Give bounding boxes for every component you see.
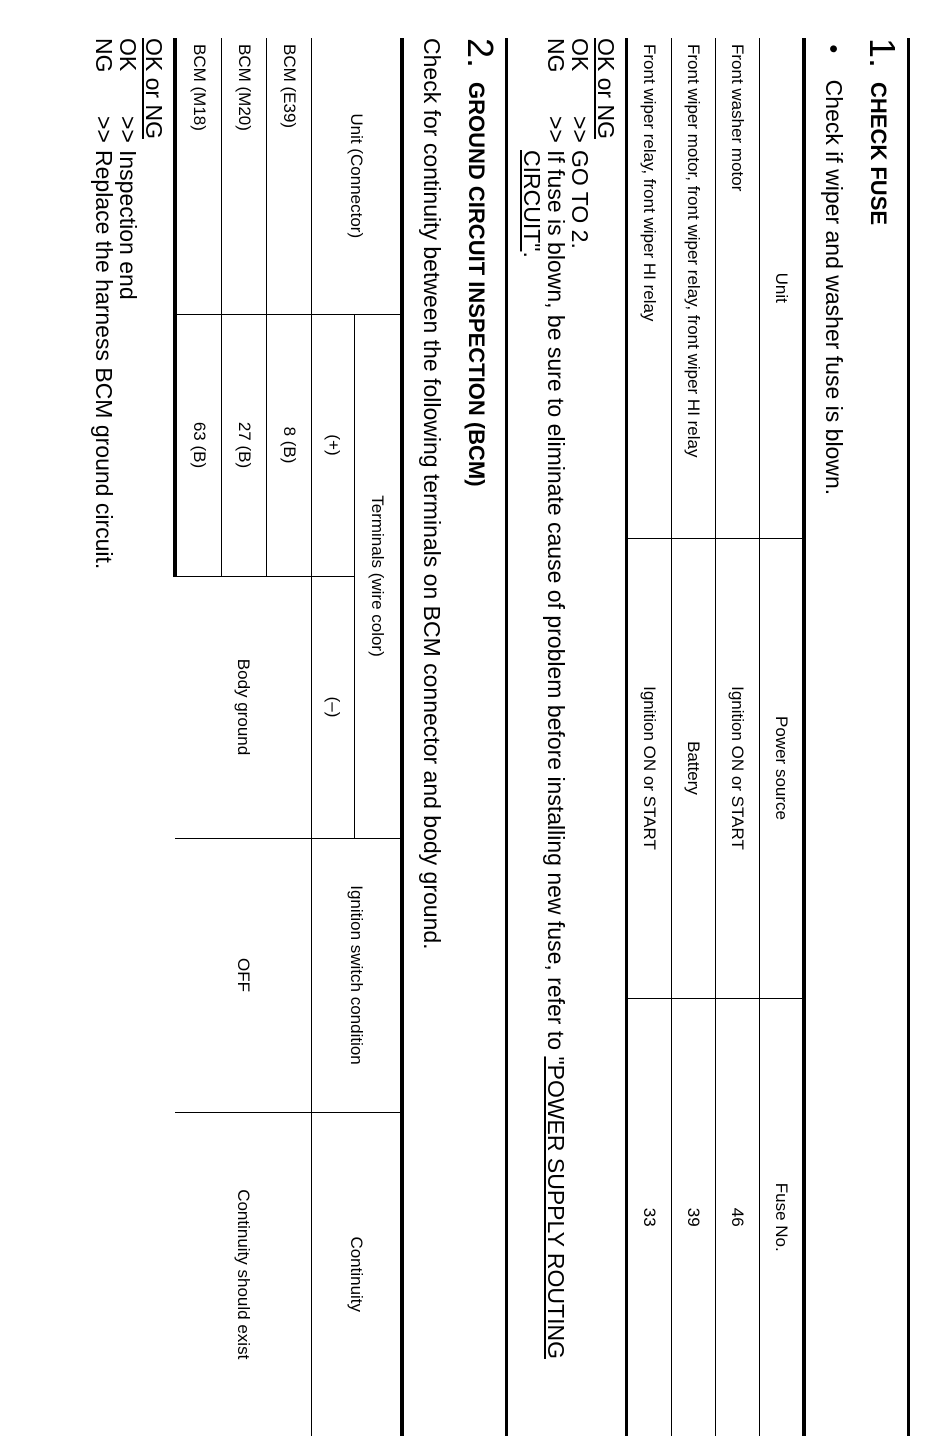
power-supply-routing-link[interactable]: "POWER SUPPLY ROUTING CIRCUIT" <box>519 150 569 1359</box>
fuse-row-number: 46 <box>716 998 760 1436</box>
ground-table-header-continuity: Continuity <box>312 1112 403 1436</box>
fuse-table-header-power: Power source <box>760 538 805 998</box>
table-row <box>627 38 672 1436</box>
fuse-row-power: Battery <box>672 538 716 998</box>
step1-bullet-item <box>820 38 847 1436</box>
result-text: Replace the harness BCM ground circuit. <box>91 150 117 570</box>
step2-number: 2. <box>460 38 501 69</box>
fuse-row-number: 33 <box>627 998 672 1436</box>
step1-result-heading: OK or NG <box>593 38 619 139</box>
step2-result-heading: OK or NG <box>141 38 167 139</box>
step2-title: GROUND CIRCUIT INSPECTION (BCM) <box>464 82 489 487</box>
ground-row-plus: 63 (B) <box>175 314 222 576</box>
ground-row-unit: BCM (M18) <box>175 38 222 314</box>
step1-title: CHECK FUSE <box>866 82 891 226</box>
result-code: NG <box>91 38 117 73</box>
ground-ignition-cell: OFF <box>175 838 312 1112</box>
ground-row-plus: 8 (B) <box>267 314 312 576</box>
result-code: NG <box>543 38 569 73</box>
step1-header <box>862 38 910 1436</box>
ground-table-header-terminals: Terminals (wire color) <box>355 314 403 838</box>
result-text-before: If fuse is blown, be sure to eliminate cause of problem before installing new fuse, refer to <box>543 150 569 1057</box>
result-arrow: >> <box>543 116 569 143</box>
step1-number: 1. <box>862 38 903 69</box>
fuse-row-unit: Front washer motor <box>716 38 760 538</box>
ground-row-unit: BCM (E39) <box>267 38 312 314</box>
step2-header <box>460 38 508 1436</box>
fuse-row-unit: Front wiper motor, front wiper relay, front wiper HI relay <box>672 38 716 538</box>
step1-result-ok <box>568 38 592 1436</box>
table-row <box>267 38 312 1436</box>
fuse-row-power: Ignition ON or START <box>716 538 760 998</box>
result-text <box>520 150 568 1436</box>
step2-description: Check for continuity between the following terminals on BCM connector and body ground. <box>419 38 445 950</box>
fuse-table <box>625 38 806 1436</box>
ground-continuity-cell: Continuity should exist <box>175 1112 312 1436</box>
result-code: OK <box>115 38 141 72</box>
table-row <box>716 38 760 1436</box>
result-arrow: >> <box>91 116 117 143</box>
ground-table-header-minus: (–) <box>312 576 355 838</box>
ground-row-plus: 27 (B) <box>222 314 267 576</box>
result-code: OK <box>567 38 593 72</box>
fuse-row-number: 39 <box>672 998 716 1436</box>
result-arrow: >> <box>567 116 593 143</box>
step1-bullet-text: Check if wiper and washer fuse is blown. <box>821 79 847 496</box>
fuse-table-header-fuse: Fuse No. <box>760 998 805 1436</box>
ground-table-header-unit: Unit (Connector) <box>312 38 403 314</box>
result-text-after: . <box>519 251 545 258</box>
result-arrow: >> <box>115 116 141 143</box>
ground-table-header-ignition: Ignition switch condition <box>312 838 403 1112</box>
step2-result-ok <box>116 38 140 1436</box>
table-row <box>672 38 716 1436</box>
step1-result-ng <box>520 38 568 1436</box>
ground-circuit-table <box>173 38 404 1436</box>
ground-minus-cell: Body ground <box>175 576 312 838</box>
step2-result-ng <box>92 38 116 1436</box>
fuse-row-power: Ignition ON or START <box>627 538 672 998</box>
ground-table-header-plus: (+) <box>312 314 355 576</box>
result-text: GO TO 2. <box>567 150 593 249</box>
fuse-row-unit: Front wiper relay, front wiper HI relay <box>627 38 672 538</box>
result-text: Inspection end <box>115 150 141 300</box>
fuse-table-header-unit: Unit <box>760 38 805 538</box>
bullet-icon: ● <box>825 44 843 54</box>
ground-row-unit: BCM (M20) <box>222 38 267 314</box>
